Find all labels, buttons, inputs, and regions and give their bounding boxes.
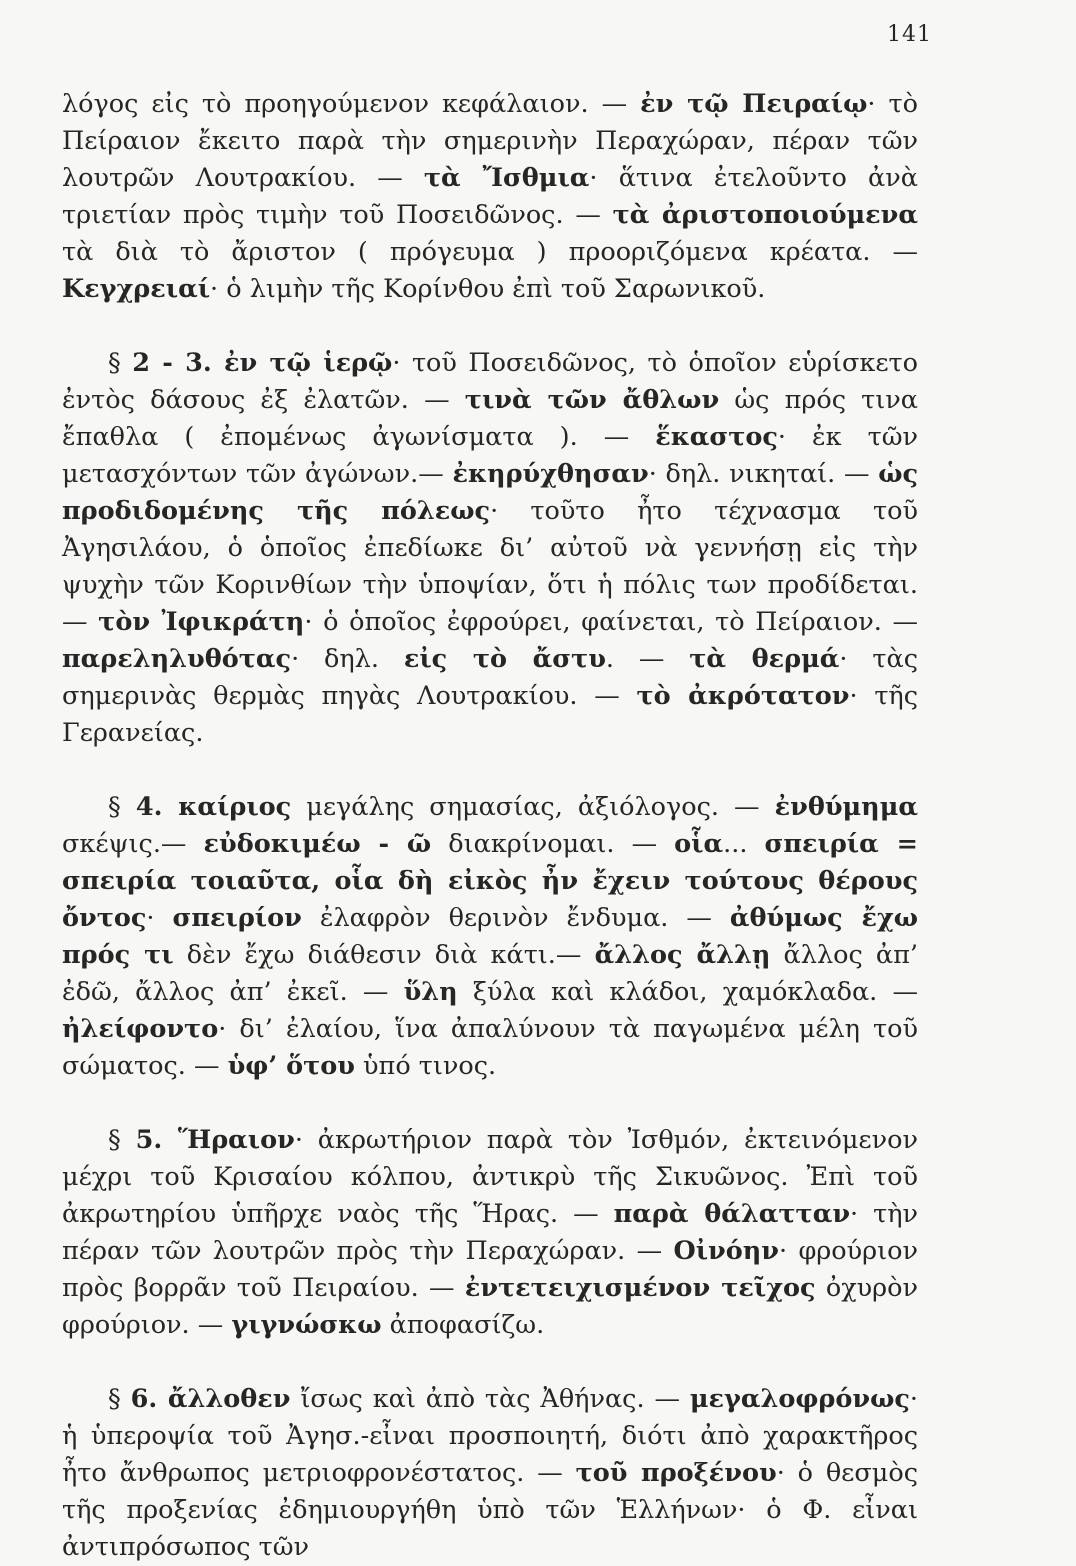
- lemma-term: ὑφ’ ὅτου: [227, 1051, 355, 1081]
- lemma-term: γιγνώσκω: [231, 1310, 382, 1340]
- lemma-term: σπειρία = σπειρία τοιαῦτα, οἷα δὴ εἰκὸς ἦν ἔχειν τούτους θέρους ὄντος: [62, 829, 918, 933]
- lemma-term: μεγαλοφρόνως: [689, 1384, 910, 1414]
- gloss-text: · φρούριον πρὸς βορρᾶν τοῦ Πειραίου. —: [62, 1236, 918, 1303]
- gloss-text: · ἡ ὑπεροψία τοῦ Ἀγησ.-εἶναι προσποιητή, διότι ἀπὸ χαρακτῆρος ἦτο ἄνθρωπος μετριοφρονέστατος. —: [62, 1384, 918, 1488]
- lemma-term: τὰ ἀριστοποιούμενα: [612, 200, 918, 230]
- lemma-term: ἀθύμως ἔχω πρός τι: [62, 903, 919, 970]
- gloss-text: · τοῦτο ἦτο τέχνασμα τοῦ Ἀγησιλάου, ὁ ὁποῖος ἐπεδίωκε δι’ αὐτοῦ νὰ γεννήσῃ εἰς τὴν ψυχὴν τῶν Κορινθίων τὴν ὑποψίαν, ὅτι ἡ πόλις των προδίδεται. —: [62, 496, 918, 637]
- paragraph: [62, 86, 918, 308]
- lemma-term: ἐντετειχισμένον τεῖχος: [464, 1273, 816, 1303]
- gloss-text: ἴσως καὶ ἀπὸ τὰς Ἀθήνας. —: [290, 1384, 690, 1414]
- gloss-text: · ἀκρωτήριον παρὰ τὸν Ἰσθμόν, ἐκτεινόμενον μέχρι τοῦ Κρισαίου κόλπου, ἀντικρὺ τῆς Σικυῶνος. Ἐπὶ τοῦ ἀκρωτηρίου ὑπῆρχε ναὸς τῆς Ἥρας. —: [62, 1125, 918, 1229]
- lemma-term: τινὰ τῶν ἄθλων: [464, 385, 720, 415]
- gloss-text: λόγος εἰς τὸ προηγούμενον κεφάλαιον. —: [62, 89, 641, 119]
- lemma-term: ἠλείφοντο: [62, 1014, 219, 1044]
- paragraph: [62, 789, 918, 1085]
- gloss-text: · τὰς σημερινὰς θερμὰς πηγὰς Λουτρακίου. —: [62, 644, 918, 711]
- lemma-term: Κεγχρειαί: [62, 274, 211, 304]
- lemma-term: εὐδοκιμέω - ῶ: [203, 829, 432, 859]
- gloss-text: · ὁ ὁποῖος ἐφρούρει, φαίνεται, τὸ Πείραιον. —: [304, 607, 919, 637]
- gloss-text: ...: [723, 829, 765, 859]
- lemma-term: 6. ἄλλοθεν: [130, 1384, 291, 1414]
- gloss-text: · δηλ. νικηταί. —: [648, 459, 879, 489]
- lemma-term: ἕκαστος: [655, 422, 778, 452]
- paragraph: [62, 1122, 918, 1344]
- gloss-text: · τὴν πέραν τῶν λουτρῶν πρὸς τὴν Περαχώραν. —: [62, 1199, 919, 1266]
- gloss-text: σκέψις.—: [62, 829, 204, 859]
- gloss-text: . —: [605, 644, 690, 674]
- lemma-term: 2 - 3. ἐν τῷ ἱερῷ: [132, 348, 393, 378]
- gloss-text: · δηλ.: [291, 644, 404, 674]
- lemma-term: σπειρίον: [172, 903, 302, 933]
- lemma-term: Οἰνόην: [673, 1236, 779, 1266]
- gloss-text: ὀχυρὸν φρούριον. —: [62, 1273, 918, 1340]
- lemma-term: τοῦ προξένου: [575, 1458, 777, 1488]
- gloss-text: ὑπό τινος.: [354, 1051, 497, 1081]
- lemma-term: τὸ ἀκρότατον: [636, 681, 850, 711]
- gloss-text: §: [108, 1125, 136, 1155]
- gloss-text: ξύλα καὶ κλάδοι, χαμόκλαδα. —: [457, 977, 918, 1007]
- lemma-term: παρὰ θάλατταν: [613, 1199, 851, 1229]
- gloss-text: μεγάλης σημασίας, ἀξιόλογος. —: [291, 792, 775, 822]
- gloss-text: ἐλαφρὸν θερινὸν ἔνδυμα. —: [301, 903, 730, 933]
- gloss-text: · ὁ λιμὴν τῆς Κορίνθου ἐπὶ τοῦ Σαρωνικοῦ.: [210, 274, 766, 304]
- gloss-text: §: [108, 792, 136, 822]
- paragraph: [62, 1381, 918, 1566]
- gloss-text: · ἅτινα ἐτελοῦντο ἀνὰ τριετίαν πρὸς τιμὴν τοῦ Ποσειδῶνος. —: [62, 163, 918, 230]
- gloss-text: ἄλλος ἀπ’ ἐδῶ, ἄλλος ἀπ’ ἐκεῖ. —: [62, 940, 918, 1007]
- gloss-text: · τοῦ Ποσειδῶνος, τὸ ὁποῖον εὑρίσκετο ἐντὸς δάσους ἐξ ἐλατῶν. —: [62, 348, 919, 415]
- page-number: 141: [887, 22, 932, 47]
- gloss-text: · ὁ θεσμὸς τῆς προξενίας ἐδημιουργήθη ὑπὸ τῶν Ἑλλήνων· ὁ Φ. εἶναι ἀντιπρόσωπος τῶν: [62, 1458, 918, 1562]
- gloss-text: ὡς πρός τινα ἔπαθλα ( ἐπομένως ἀγωνίσματα ). —: [62, 385, 919, 452]
- gloss-text: · δι’ ἐλαίου, ἵνα ἀπαλύνουν τὰ παγωμένα μέλη τοῦ σώματος. —: [62, 1014, 918, 1081]
- lemma-term: τὰ θερμά: [689, 644, 840, 674]
- lemma-term: 5. Ἥραιον: [135, 1125, 295, 1155]
- gloss-text: §: [108, 348, 133, 378]
- paragraph: [62, 345, 918, 752]
- lemma-term: τὸν Ἰφικράτη: [98, 607, 305, 637]
- lemma-term: ὕλη: [403, 977, 458, 1007]
- lemma-term: ἄλλος ἄλλῃ: [594, 940, 771, 970]
- lemma-term: οἷα: [674, 829, 724, 859]
- lemma-term: ἐν τῷ Πειραίῳ: [640, 89, 868, 119]
- lemma-term: ἐνθύμημα: [774, 792, 919, 822]
- gloss-text: · ἐκ τῶν μετασχόντων τῶν ἀγώνων.—: [62, 422, 918, 489]
- lemma-term: ἐκηρύχθησαν: [452, 459, 649, 489]
- lemma-term: τὰ Ἴσθμια: [423, 163, 590, 193]
- gloss-text: · τῆς Γερανείας.: [62, 681, 918, 748]
- lemma-term: 4. καίριος: [135, 792, 292, 822]
- gloss-text: ἀποφασίζω.: [381, 1310, 545, 1340]
- gloss-text: τὰ διὰ τὸ ἄριστον ( πρόγευμα ) προοριζόμενα κρέατα. —: [62, 237, 918, 267]
- gloss-text: δὲν ἔχω διάθεσιν διὰ κάτι.—: [173, 940, 595, 970]
- gloss-text: · τὸ Πείραιον ἔκειτο παρὰ τὴν σημερινὴν Περαχώραν, πέραν τῶν λουτρῶν Λουτρακίου. —: [62, 89, 918, 193]
- commentary-text: [62, 86, 918, 1566]
- gloss-text: ·: [146, 903, 173, 933]
- lemma-term: παρεληλυθότας: [62, 644, 292, 674]
- gloss-text: §: [108, 1384, 131, 1414]
- lemma-term: εἰς τὸ ἄστυ: [403, 644, 606, 674]
- lemma-term: ὡς προδιδομένης τῆς πόλεως: [62, 459, 919, 526]
- gloss-text: διακρίνομαι. —: [431, 829, 675, 859]
